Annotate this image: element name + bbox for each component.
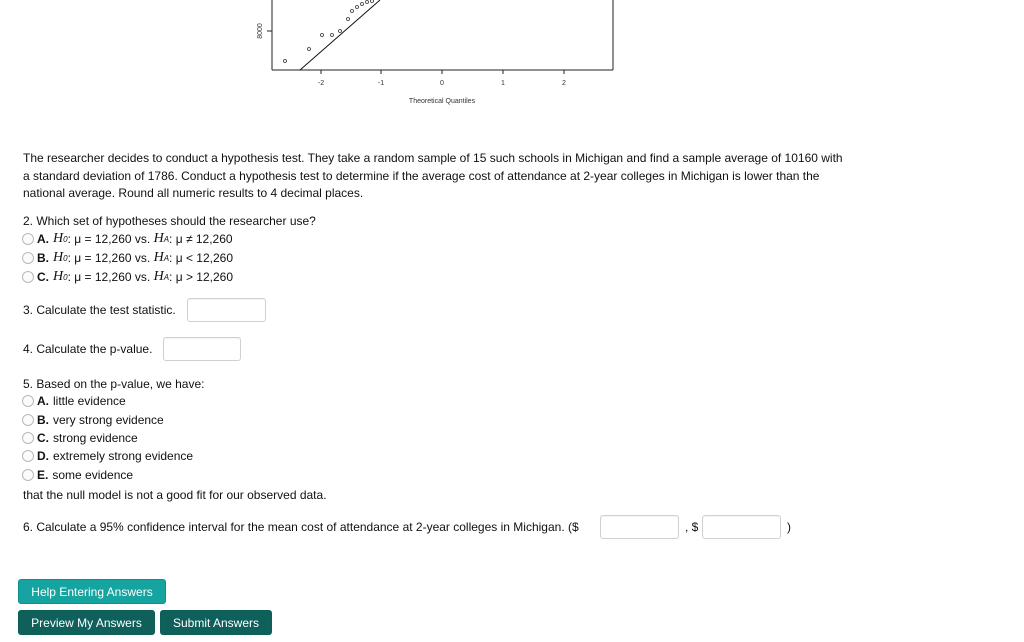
qq-point: [356, 6, 359, 9]
qq-point: [321, 34, 324, 37]
radio-button[interactable]: [22, 271, 34, 283]
q2-option-a[interactable]: A. H 0 : μ = 12,260 vs. H A : μ ≠ 12,260: [22, 230, 233, 248]
problem-intro: The researcher decides to conduct a hypothesis test. They take a random sample of 15 such schools in Michigan and find a sample average of 10160 with a standard deviation of 1786. Conduct a hypothesis test to determine if the average cost of attendance at 2-year colleges in Michigan is lower than the national average. Round all numeric results to 4 decimal places.: [23, 151, 843, 200]
test-statistic-input[interactable]: [187, 298, 266, 322]
radio-button[interactable]: [22, 432, 34, 444]
plot-x-tick-label: -1: [377, 80, 385, 87]
option-letter: A.: [37, 232, 49, 246]
q6-prompt: 6. Calculate a 95% confidence interval for the mean cost of attendance at 2-year colleges in Michigan. ($: [23, 520, 579, 534]
q5-option-c[interactable]: [22, 429, 138, 447]
qq-reference-line: [300, 0, 380, 70]
option-null: μ = 12,260 vs.: [74, 270, 151, 284]
plot-x-tick-label: 1: [501, 80, 505, 87]
radio-button[interactable]: [22, 395, 34, 407]
ci-lower-input[interactable]: [600, 515, 679, 539]
option-letter: A.: [37, 394, 49, 408]
qq-point: [331, 34, 334, 37]
qq-point: [284, 60, 287, 63]
option-alt: μ < 12,260: [175, 251, 233, 265]
q5-prompt: 5. Based on the p-value, we have:: [23, 377, 205, 391]
option-letter: E.: [37, 468, 49, 482]
plot-y-tick-label: 8000: [257, 23, 264, 39]
q2-prompt: 2. Which set of hypotheses should the researcher use?: [23, 214, 316, 228]
radio-button[interactable]: [22, 469, 34, 481]
option-letter: C.: [37, 431, 49, 445]
p-value-input[interactable]: [163, 337, 241, 361]
qq-plot: [240, 0, 620, 110]
q5-suffix: that the null model is not a good fit for our observed data.: [23, 488, 327, 502]
radio-button[interactable]: [22, 450, 34, 462]
option-letter: D.: [37, 449, 49, 463]
q2-option-b[interactable]: B. H 0 : μ = 12,260 vs. H A : μ < 12,260: [22, 249, 233, 267]
option-text: strong evidence: [53, 431, 138, 445]
q4-prompt: 4. Calculate the p-value.: [23, 342, 153, 356]
radio-button[interactable]: [22, 233, 34, 245]
q3-prompt: 3. Calculate the test statistic.: [23, 303, 176, 317]
qq-point: [351, 10, 354, 13]
qq-point: [366, 1, 369, 4]
qq-point: [339, 30, 342, 33]
radio-button[interactable]: [22, 252, 34, 264]
qq-points: [284, 0, 374, 63]
option-alt: μ > 12,260: [175, 270, 233, 284]
option-null: μ = 12,260 vs.: [74, 251, 151, 265]
help-entering-answers-button[interactable]: Help Entering Answers: [18, 579, 166, 604]
option-letter: C.: [37, 270, 49, 284]
option-alt: μ ≠ 12,260: [175, 232, 233, 246]
q2-option-c[interactable]: C. H 0 : μ = 12,260 vs. H A : μ > 12,260: [22, 268, 233, 286]
ci-close-paren: ): [787, 520, 791, 534]
option-letter: B.: [37, 251, 49, 265]
qq-point: [371, 0, 374, 3]
q5-option-b[interactable]: [22, 411, 164, 429]
q5-option-d[interactable]: [22, 447, 193, 465]
qq-point: [308, 48, 311, 51]
option-text: little evidence: [53, 394, 126, 408]
preview-answers-button[interactable]: Preview My Answers: [18, 610, 155, 635]
plot-x-tick-label: 2: [562, 80, 566, 87]
ci-separator: , $: [685, 520, 699, 534]
option-text: very strong evidence: [53, 413, 164, 427]
plot-x-tick-label: -2: [317, 80, 325, 87]
plot-x-axis-label: Theoretical Quantiles: [408, 98, 476, 105]
option-text: some evidence: [52, 468, 134, 482]
option-null: μ = 12,260 vs.: [74, 232, 151, 246]
plot-x-tick-label: 0: [440, 80, 444, 87]
option-letter: B.: [37, 413, 49, 427]
submit-answers-button[interactable]: Submit Answers: [160, 610, 272, 635]
q5-option-e[interactable]: [22, 466, 133, 484]
q5-option-a[interactable]: [22, 392, 126, 410]
radio-button[interactable]: [22, 414, 34, 426]
option-text: extremely strong evidence: [53, 449, 194, 463]
qq-point: [347, 18, 350, 21]
ci-upper-input[interactable]: [702, 515, 781, 539]
qq-point: [361, 3, 364, 6]
